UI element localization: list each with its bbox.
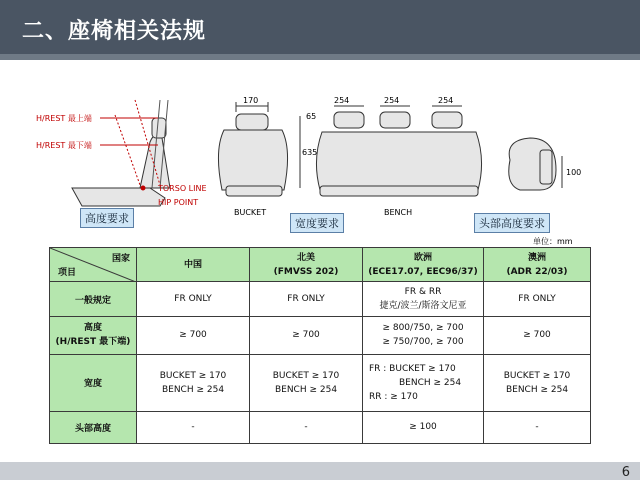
footer-bar (0, 462, 640, 480)
col-header-europe (363, 248, 484, 282)
title-bar (0, 0, 640, 60)
height-au: ≥ 700 (484, 316, 591, 354)
col-au-name: 澳洲 (527, 252, 546, 263)
width-china (137, 355, 250, 412)
width-eu-line2: BENCH ≥ 254 (399, 377, 462, 388)
head-height-caption: 头部高度要求 (474, 213, 550, 233)
col-na-sub: (FMVSS 202) (273, 266, 339, 277)
col-eu-sub: (ECE17.07, EEC96/37) (368, 266, 478, 277)
row-head-label: 头部高度 (50, 411, 137, 443)
width-na-line2: BENCH ≥ 254 (274, 384, 338, 395)
width-eu-line3: RR : ≥ 170 (369, 391, 418, 402)
table-row-height (50, 316, 591, 354)
bench-width-dim-3: 254 (438, 96, 454, 105)
height-eu (363, 316, 484, 354)
col-na-name: 北美 (296, 252, 315, 263)
width-eu-line1: FR : BUCKET ≥ 170 (369, 363, 456, 374)
height-635-dim: 635 (302, 148, 318, 157)
width-au (484, 355, 591, 412)
bench-width-dim-2: 254 (384, 96, 400, 105)
height-65-dim: 65 (306, 112, 317, 121)
col-header-north-america (250, 248, 363, 282)
regulation-table (49, 247, 591, 444)
corner-country-label: 国家 (111, 254, 130, 264)
corner-item-label: 项目 (58, 268, 77, 279)
row-height-label-line1: 高度 (83, 323, 102, 334)
hip-point-label: HIP POINT (158, 198, 199, 207)
col-header-china (137, 248, 250, 282)
col-au-sub: (ADR 22/03) (506, 266, 568, 277)
height-china: ≥ 700 (137, 316, 250, 354)
general-eu-line1: FR & RR (404, 287, 442, 298)
height-na: ≥ 700 (250, 316, 363, 354)
general-au: FR ONLY (484, 282, 591, 316)
row-width-label: 宽度 (50, 355, 137, 412)
general-eu (363, 282, 484, 316)
head-au: - (484, 411, 591, 443)
table-row-general (50, 282, 591, 316)
head-eu: ≥ 100 (363, 411, 484, 443)
bucket-width-dim: 170 (243, 96, 259, 105)
table-row-head (50, 411, 591, 443)
table-row-width (50, 355, 591, 412)
bucket-label: BUCKET (234, 208, 267, 217)
seat-diagram (0, 60, 640, 250)
col-china-name: 中国 (183, 259, 202, 270)
page-title: 二、座椅相关法规 (22, 19, 207, 44)
bench-seat-outline (300, 106, 482, 196)
hrest-bottom-label: H/REST 最下端 (36, 141, 92, 150)
col-header-australia (484, 248, 591, 282)
head-china: - (137, 411, 250, 443)
head-na: - (250, 411, 363, 443)
bench-label: BENCH (384, 208, 413, 217)
hrest-top-label: H/REST 最上端 (36, 114, 92, 123)
head-100-dim: 100 (566, 168, 582, 177)
bucket-seat-outline (218, 102, 287, 196)
width-china-line2: BENCH ≥ 254 (161, 384, 225, 395)
page-number: 6 (621, 465, 630, 480)
height-requirement-caption: 高度要求 (80, 208, 134, 228)
row-general-label: 一般规定 (50, 282, 137, 316)
width-china-line1: BUCKET ≥ 170 (159, 370, 227, 381)
width-na-line1: BUCKET ≥ 170 (272, 370, 340, 381)
width-na (250, 355, 363, 412)
height-eu-line2: ≥ 750/700, ≥ 700 (382, 337, 464, 348)
unit-note: 单位：mm (533, 237, 573, 246)
table-header-row (50, 248, 591, 282)
width-eu (363, 355, 484, 412)
width-au-line2: BENCH ≥ 254 (505, 384, 569, 395)
torso-line-label: TORSO LINE (158, 184, 207, 193)
table-corner-cell (50, 248, 137, 282)
width-requirement-caption: 宽度要求 (290, 213, 344, 233)
bench-width-dim-1: 254 (334, 96, 350, 105)
width-au-line1: BUCKET ≥ 170 (503, 370, 571, 381)
row-height-label (50, 316, 137, 354)
head-outline (509, 138, 562, 190)
general-china: FR ONLY (137, 282, 250, 316)
height-eu-line1: ≥ 800/750, ≥ 700 (382, 323, 464, 334)
general-na: FR ONLY (250, 282, 363, 316)
row-height-label-line2: (H/REST 最下端) (55, 337, 131, 348)
general-eu-line2: 捷克/波兰/斯洛文尼亚 (379, 301, 467, 312)
col-eu-name: 欧洲 (413, 252, 432, 263)
